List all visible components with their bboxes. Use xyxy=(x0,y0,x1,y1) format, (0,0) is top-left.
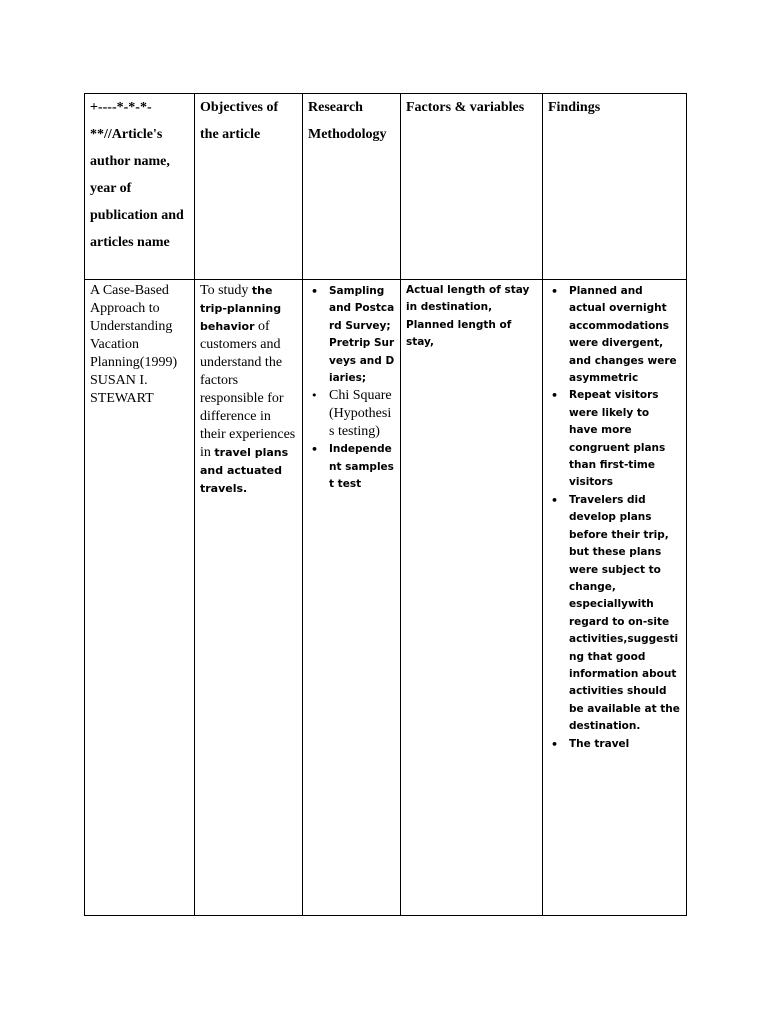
header-objectives: Objectives of the article xyxy=(195,94,303,280)
finding-item: • Travelers did develop plans before their trip, but these plans were subject to change, especiallywith regard to on-site activities,suggesting that good information about activities should be available at the destination. xyxy=(548,492,681,736)
header-methodology: Research Methodology xyxy=(303,94,401,280)
findings-list xyxy=(548,280,681,753)
table-header-row xyxy=(85,94,687,280)
methodology-list xyxy=(308,280,395,494)
header-article: +----*-*-*-**//Article's author name, year of publication and articles name xyxy=(85,94,195,280)
header-factors: Factors & variables xyxy=(401,94,543,280)
objectives-text xyxy=(200,280,297,498)
finding-item: • Planned and actual overnight accommodations were divergent, and changes were asymmetric xyxy=(548,283,681,387)
cell-findings xyxy=(543,280,687,916)
header-findings: Findings xyxy=(543,94,687,280)
factors-text: Actual length of stay in destination, Planned length of stay, xyxy=(406,284,530,349)
table-row xyxy=(85,280,687,916)
objectives-part-1: To study xyxy=(200,283,252,298)
article-citation: A Case-Based Approach to Understanding Vacation Planning(1999) SUSAN I. STEWART xyxy=(90,283,178,406)
methodology-item: • Independent samples t test xyxy=(308,441,395,493)
literature-review-table xyxy=(84,93,687,916)
finding-item: • Repeat visitors were likely to have more congruent plans than first-time visitors xyxy=(548,387,681,491)
cell-article xyxy=(85,280,195,916)
cell-factors xyxy=(401,280,543,916)
objectives-part-2: the trip-planning behavior xyxy=(200,284,282,333)
finding-item: • The travel xyxy=(548,736,681,753)
objectives-part-4: travel plans and actuated travels. xyxy=(200,446,289,495)
objectives-part-3: of customers and understand the factors responsible for difference in their experiences in xyxy=(200,319,296,460)
cell-methodology xyxy=(303,280,401,916)
cell-objectives xyxy=(195,280,303,916)
methodology-item: • Sampling and Postcard Survey; Pretrip Surveys and Diaries; xyxy=(308,283,395,387)
methodology-item: • Chi Square (Hypothesis testing) xyxy=(308,387,395,441)
